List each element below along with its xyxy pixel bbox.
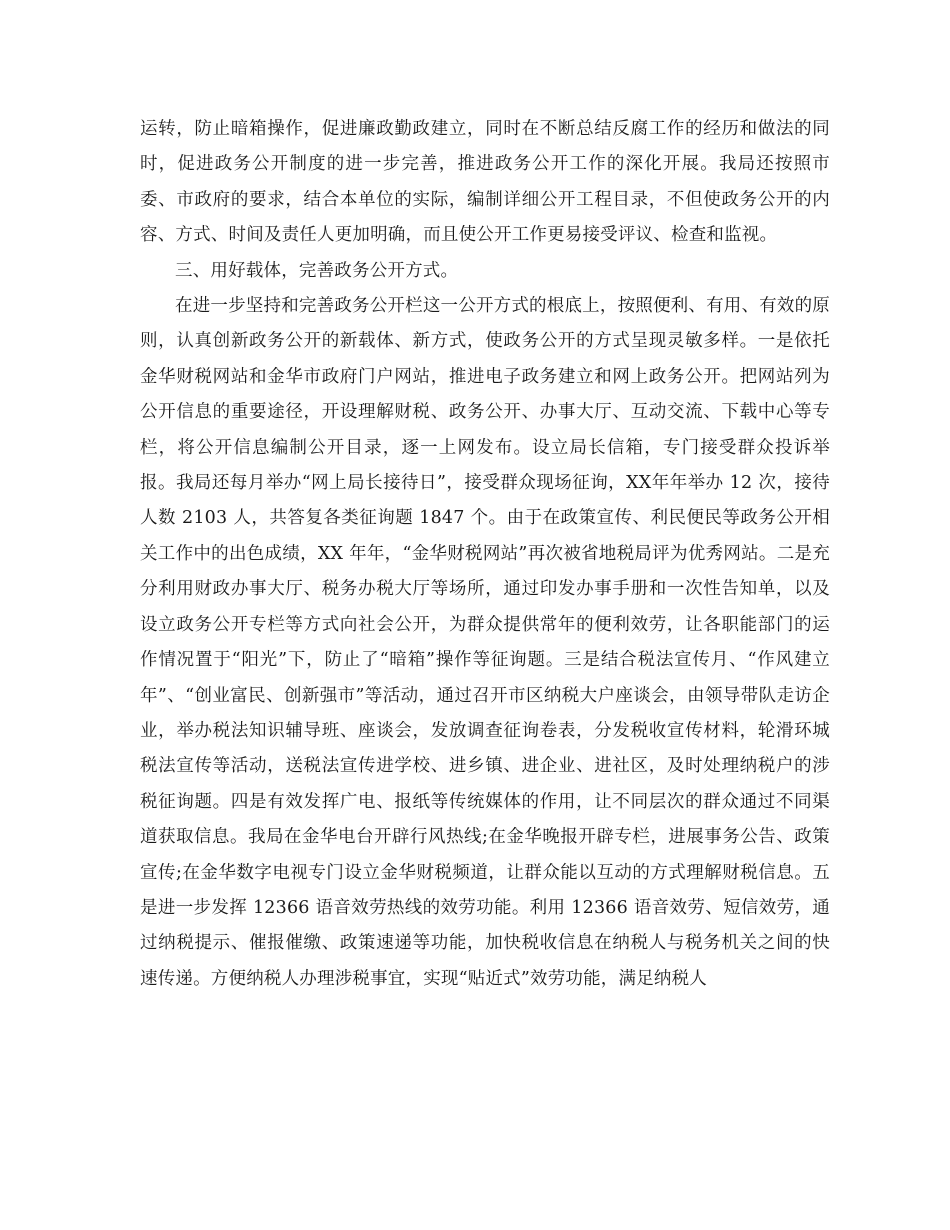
- paragraph-continuation: 运转，防止暗箱操作，促进廉政勤政建立，同时在不断总结反腐工作的经历和做法的同时，促进政务公开制度的进一步完善，推进政务公开工作的深化开展。我局还按照市委、市政府的要求，结合本单位的实际，编制详细公开工程目录，不但使政务公开的内容、方式、时间及责任人更加明确，而且使公开工作更易接受评议、检查和监视。: [140, 119, 830, 246]
- document-body: [140, 112, 830, 997]
- section-heading: 三、用好载体，完善政务公开方式。: [175, 260, 459, 281]
- paragraph-body: 在进一步坚持和完善政务公开栏这一公开方式的根底上，按照便利、有用、有效的原则，认真创新政务公开的新载体、新方式，使政务公开的方式呈现灵敏多样。一是依托金华财税网站和金华市政府门户网站，推进电子政务建立和网上政务公开。把网站列为公开信息的重要途径，开设理解财税、政务公开、办事大厅、互动交流、下载中心等专栏，将公开信息编制公开目录，逐一上网发布。设立局长信箱，专门接受群众投诉举报。我局还每月举办“网上局长接待日”，接受群众现场征询，XX年年举办 12 次，接待人数 2103 人，共答复各类征询题 1847 个。由于在政策宣传、利民便民等政务公开相关工作中的出色成绩，XX 年年，“金华财税网站”再次被省地税局评为优秀网站。二是充分利用财政办事大厅、税务办税大厅等场所，通过印发办事手册和一次性告知单，以及设立政务公开专栏等方式向社会公开，为群众提供常年的便利效劳，让各职能部门的运作情况置于“阳光”下，防止了“暗箱”操作等征询题。三是结合税法宣传月、“作风建立年”、“创业富民、创新强市”等活动，通过召开市区纳税大户座谈会，由领导带队走访企业，举办税法知识辅导班、座谈会，发放调查征询卷表，分发税收宣传材料，轮滑环城税法宣传等活动，送税法宣传进学校、进乡镇、进企业、进社区，及时处理纳税户的涉税征询题。四是有效发挥广电、报纸等传统媒体的作用，让不同层次的群众通过不同渠道获取信息。我局在金华电台开辟行风热线;在金华晚报开辟专栏，进展事务公告、政策宣传;在金华数字电视专门设立金华财税频道，让群众能以互动的方式理解财税信息。五是进一步发挥 12366 语音效劳热线的效劳功能。利用 12366 语音效劳、短信效劳，通过纳税提示、催报催缴、政策速递等功能，加快税收信息在纳税人与税务机关之间的快速传递。方便纳税人办理涉税事宜，实现“贴近式”效劳功能，满足纳税人: [140, 296, 830, 989]
